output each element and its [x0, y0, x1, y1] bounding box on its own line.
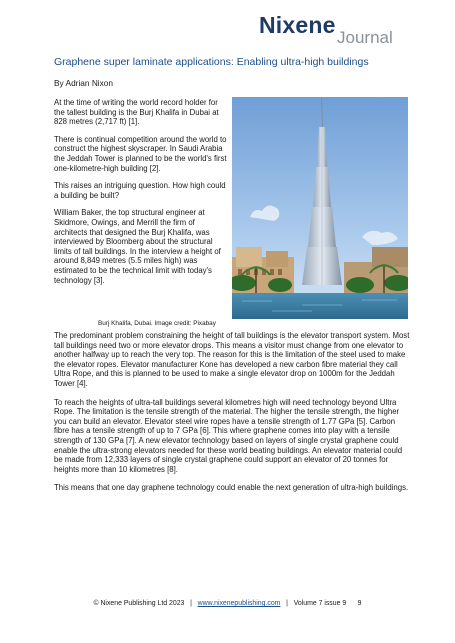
paragraph: At the time of writing the world record holder for the tallest building is the Burj Khalifa in Dubai at 828 metres (2,717 ft) [1].	[54, 98, 219, 127]
full-width-text	[54, 331, 410, 502]
paragraph: To reach the heights of ultra-tall buildings several kilometres high will need technology beyond Ultra Rope. The limitation is the tensile strength of the material. The higher the tensile strength, the higher you can build an elevator. Elevator steel wire ropes have a tensile strength of 1.77 GPa [5]. Carbon fibre has a tensile strength of up to 7 GPa [6]. This where graphene comes into play with a tensile strength of 130 GPa [7]. A new elevator technology based on layers of single crystal graphene could enable the ultra-strong elevators needed for these world beating buildings. An elevator material could be made from 12,333 layers of single crystal graphene could support an elevator of 20 tonnes for heights more than 10 kilometres [8].	[54, 397, 403, 474]
paragraph: The predominant problem constraining the height of tall buildings is the elevator transport system. Most tall buildings need two or more elevator drops. This means a visitor must change from one elevator to another halfway up to reach the very top. The reason for this is the limitation of the steel used to make the elevator ropes. Elevator manufacturer Kone has developed a new carbon fibre material they call Ultra Rope, and this is planned to be used to make a single elevator drop on 1000m for the Jeddah Tower [4].	[54, 331, 410, 388]
paragraph: There is continual competition around the world to construct the highest skyscraper. In Saudi Arabia the Jeddah Tower is planned to be the world's first one-kilometre-high building [2].	[54, 134, 227, 173]
paragraph: This raises an intriguing question. How high could a building be built?	[54, 181, 226, 200]
footer-separator: |	[286, 600, 288, 607]
footer-issue: Volume 7 issue 9	[293, 600, 347, 607]
page-footer	[0, 600, 455, 607]
image-caption: Burj Khalifa, Dubai. Image credit: Pixabay	[98, 320, 216, 327]
masthead	[0, 8, 455, 48]
footer-separator: |	[190, 600, 192, 607]
brand-journal: Journal	[337, 28, 393, 47]
column-text	[54, 98, 230, 293]
article-title: Graphene super laminate applications: Enabling ultra-high buildings	[54, 56, 369, 68]
page-number: 9	[357, 600, 362, 607]
paragraph: This means that one day graphene technology could enable the next generation of ultra-high buildings.	[54, 483, 409, 493]
brand-nixene: Nixene	[259, 12, 336, 38]
burj-khalifa-photo	[232, 97, 408, 319]
byline: By Adrian Nixon	[54, 78, 114, 88]
footer-copyright: © Nixene Publishing Ltd 2023	[93, 600, 185, 607]
paragraph: William Baker, the top structural engineer at Skidmore, Owings, and Merrill the firm of architects that designed the Burj Khalifa, was interviewed by Bloomberg about the structural limits of tall buildings. In the interview a height of around 8,849 metres (5.5 miles high) was estimated to be the technical limit with today's technology [3].	[54, 208, 221, 285]
footer-website-link[interactable]: www.nixenepublishing.com	[197, 600, 281, 607]
